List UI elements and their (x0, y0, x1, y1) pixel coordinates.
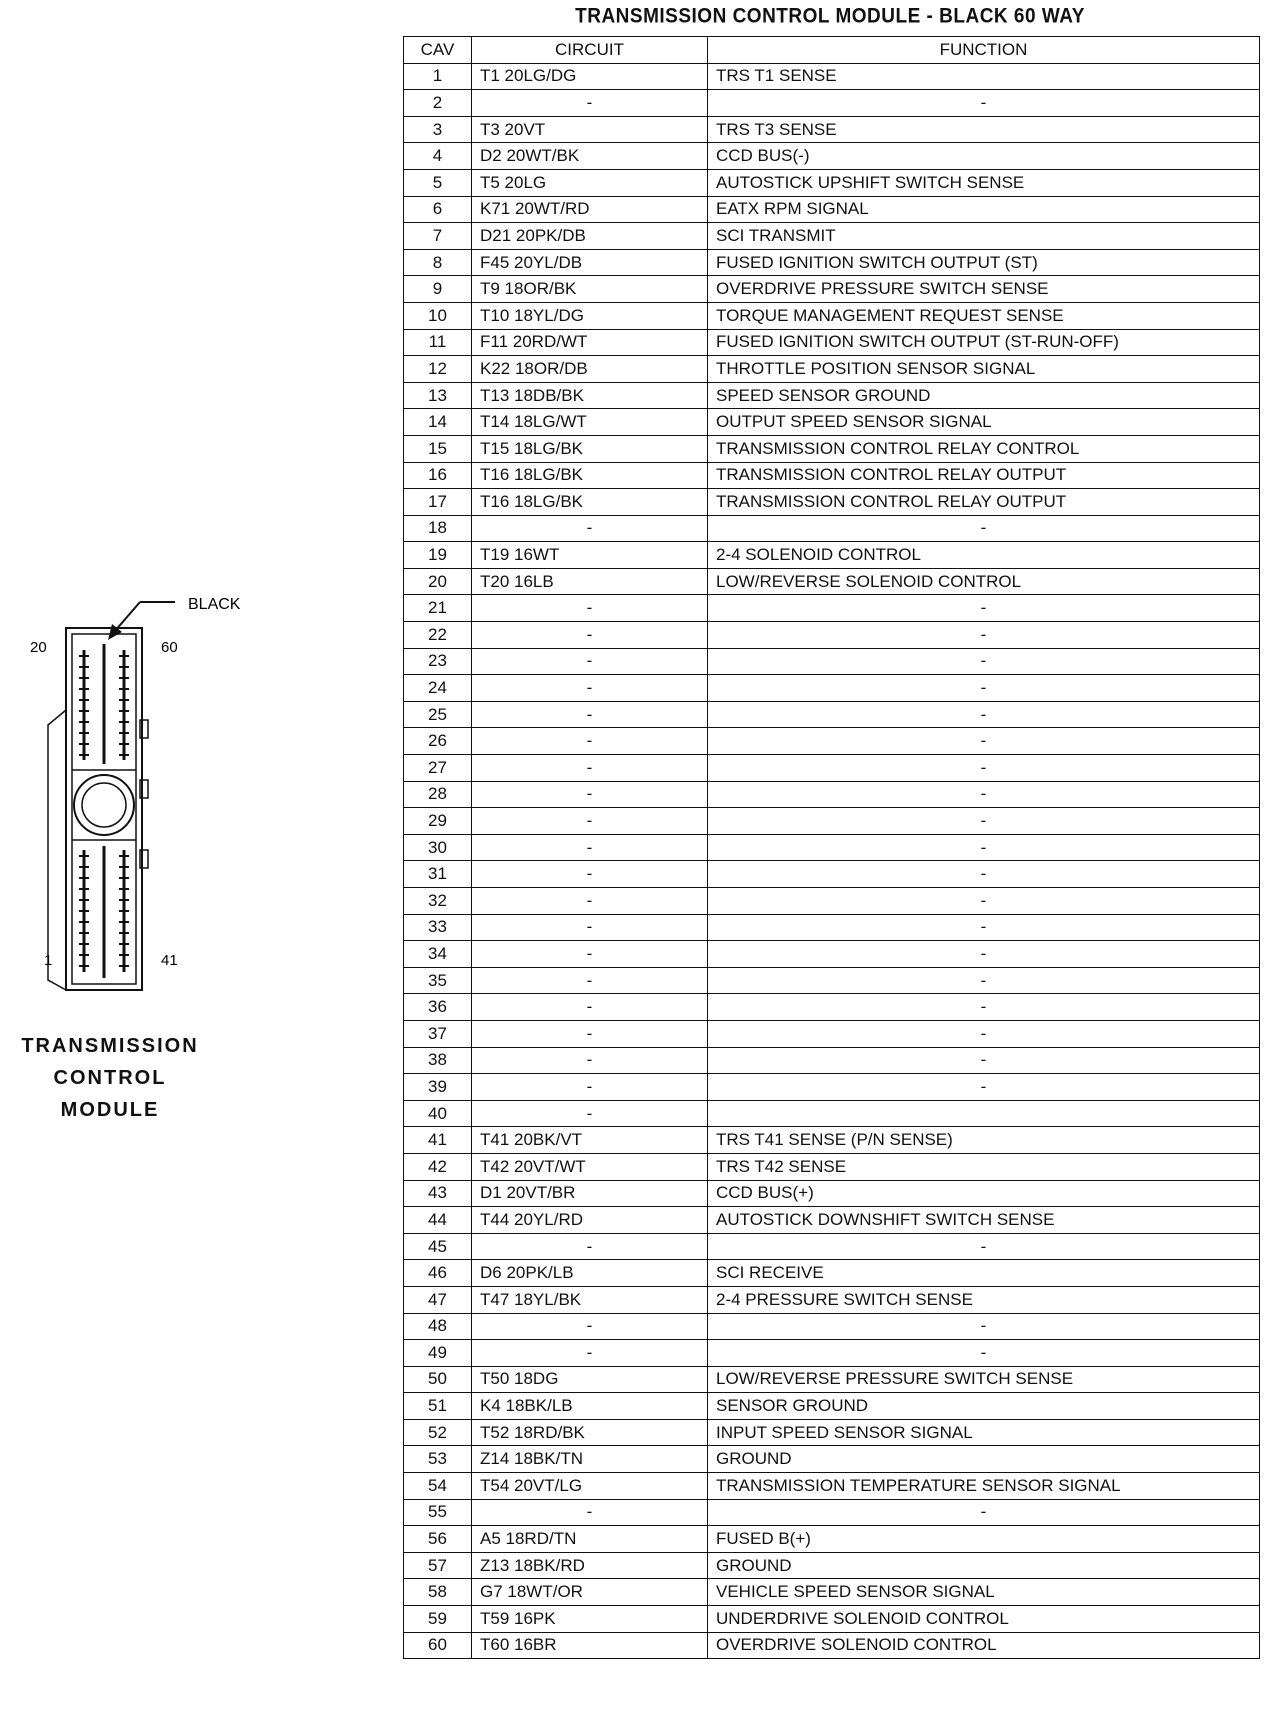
table-row (404, 196, 1260, 223)
cell-cav: 56 (404, 1526, 472, 1553)
cell-circuit: - (472, 595, 708, 622)
cell-circuit: - (472, 834, 708, 861)
cell-cav: 51 (404, 1393, 472, 1420)
cell-function: OVERDRIVE SOLENOID CONTROL (708, 1632, 1260, 1659)
cell-function: LOW/REVERSE SOLENOID CONTROL (708, 568, 1260, 595)
cell-cav: 44 (404, 1207, 472, 1234)
cell-cav: 58 (404, 1579, 472, 1606)
table-row (404, 1419, 1260, 1446)
table-row (404, 356, 1260, 383)
cell-function: AUTOSTICK DOWNSHIFT SWITCH SENSE (708, 1207, 1260, 1234)
cell-cav: 6 (404, 196, 472, 223)
cell-cav: 48 (404, 1313, 472, 1340)
cell-circuit: - (472, 781, 708, 808)
table-row (404, 1552, 1260, 1579)
cell-circuit: T41 20BK/VT (472, 1127, 708, 1154)
cell-circuit: T60 16BR (472, 1632, 708, 1659)
table-row (404, 63, 1260, 90)
cell-cav: 13 (404, 382, 472, 409)
table-row (404, 1366, 1260, 1393)
table-row (404, 941, 1260, 968)
cell-function: TRS T41 SENSE (P/N SENSE) (708, 1127, 1260, 1154)
cell-cav: 21 (404, 595, 472, 622)
table-row (404, 755, 1260, 782)
cell-circuit: - (472, 1100, 708, 1127)
cell-circuit: - (472, 755, 708, 782)
table-row (404, 542, 1260, 569)
cell-circuit: K22 18OR/DB (472, 356, 708, 383)
table-row (404, 728, 1260, 755)
cell-function: TRS T1 SENSE (708, 63, 1260, 90)
cell-cav: 37 (404, 1020, 472, 1047)
table-row (404, 382, 1260, 409)
table-row (404, 1127, 1260, 1154)
cell-function: LOW/REVERSE PRESSURE SWITCH SENSE (708, 1366, 1260, 1393)
cell-circuit: - (472, 648, 708, 675)
cell-circuit: D21 20PK/DB (472, 223, 708, 250)
table-row (404, 808, 1260, 835)
cell-cav: 12 (404, 356, 472, 383)
cell-function: - (708, 515, 1260, 542)
cell-function: - (708, 808, 1260, 835)
cell-cav: 32 (404, 888, 472, 915)
cell-function: FUSED IGNITION SWITCH OUTPUT (ST) (708, 249, 1260, 276)
cell-cav: 53 (404, 1446, 472, 1473)
cell-circuit: - (472, 90, 708, 117)
cell-circuit: - (472, 1233, 708, 1260)
cell-function: SCI TRANSMIT (708, 223, 1260, 250)
cell-cav: 46 (404, 1260, 472, 1287)
cell-cav: 50 (404, 1366, 472, 1393)
table-row (404, 701, 1260, 728)
cell-function: - (708, 834, 1260, 861)
table-row (404, 1207, 1260, 1234)
table-row (404, 1340, 1260, 1367)
cell-function: - (708, 994, 1260, 1021)
connector-body (48, 628, 148, 990)
cell-circuit: - (472, 808, 708, 835)
table-row (404, 90, 1260, 117)
cell-circuit: - (472, 1020, 708, 1047)
pin-label-bottom-left: 1 (44, 952, 53, 969)
cell-function: THROTTLE POSITION SENSOR SIGNAL (708, 356, 1260, 383)
cell-circuit: - (472, 1340, 708, 1367)
table-row (404, 1260, 1260, 1287)
cell-function: FUSED B(+) (708, 1526, 1260, 1553)
cell-cav: 52 (404, 1419, 472, 1446)
cell-cav: 59 (404, 1606, 472, 1633)
table-row (404, 515, 1260, 542)
cell-function: - (708, 701, 1260, 728)
table-row (404, 622, 1260, 649)
cell-cav: 17 (404, 489, 472, 516)
table-row (404, 914, 1260, 941)
pin-label-top-right: 60 (161, 639, 178, 656)
cell-cav: 4 (404, 143, 472, 170)
table-row (404, 1606, 1260, 1633)
cell-function: - (708, 1020, 1260, 1047)
cell-cav: 8 (404, 249, 472, 276)
cell-circuit: T50 18DG (472, 1366, 708, 1393)
table-row (404, 435, 1260, 462)
header-cav: CAV (404, 37, 472, 64)
cell-circuit: T13 18DB/BK (472, 382, 708, 409)
cell-circuit: - (472, 967, 708, 994)
header-circuit: CIRCUIT (472, 37, 708, 64)
cell-circuit: T42 20VT/WT (472, 1153, 708, 1180)
table-row (404, 409, 1260, 436)
cell-function: - (708, 622, 1260, 649)
cell-function: 2-4 SOLENOID CONTROL (708, 542, 1260, 569)
cell-circuit: - (472, 888, 708, 915)
caption-line-2: CONTROL (53, 1067, 167, 1089)
cell-cav: 29 (404, 808, 472, 835)
cell-function: CCD BUS(-) (708, 143, 1260, 170)
table-row (404, 861, 1260, 888)
table-row (404, 1020, 1260, 1047)
table-row (404, 568, 1260, 595)
cell-cav: 45 (404, 1233, 472, 1260)
cell-function: - (708, 1313, 1260, 1340)
cell-function: FUSED IGNITION SWITCH OUTPUT (ST-RUN-OFF) (708, 329, 1260, 356)
cell-cav: 25 (404, 701, 472, 728)
cell-function: OVERDRIVE PRESSURE SWITCH SENSE (708, 276, 1260, 303)
cell-circuit: F45 20YL/DB (472, 249, 708, 276)
cell-cav: 54 (404, 1473, 472, 1500)
table-row (404, 249, 1260, 276)
cell-circuit: T1 20LG/DG (472, 63, 708, 90)
cell-cav: 24 (404, 675, 472, 702)
cell-circuit: Z14 18BK/TN (472, 1446, 708, 1473)
cell-function: VEHICLE SPEED SENSOR SIGNAL (708, 1579, 1260, 1606)
table-row (404, 648, 1260, 675)
cell-circuit: T16 18LG/BK (472, 462, 708, 489)
cell-cav: 34 (404, 941, 472, 968)
cell-cav: 55 (404, 1499, 472, 1526)
cell-circuit: T19 16WT (472, 542, 708, 569)
cell-circuit: T10 18YL/DG (472, 302, 708, 329)
caption-line-3: MODULE (60, 1099, 160, 1121)
cell-circuit: - (472, 1074, 708, 1101)
cell-cav: 18 (404, 515, 472, 542)
cell-function: SPEED SENSOR GROUND (708, 382, 1260, 409)
table-row (404, 1047, 1260, 1074)
cell-cav: 15 (404, 435, 472, 462)
connector-diagram (0, 570, 380, 1010)
module-caption (10, 1030, 210, 1126)
table-row (404, 1313, 1260, 1340)
cell-circuit: T15 18LG/BK (472, 435, 708, 462)
cell-function: 2-4 PRESSURE SWITCH SENSE (708, 1286, 1260, 1313)
header-function: FUNCTION (708, 37, 1260, 64)
cell-cav: 16 (404, 462, 472, 489)
table-row (404, 223, 1260, 250)
pin-label-bottom-right: 41 (161, 952, 178, 969)
cell-circuit: T54 20VT/LG (472, 1473, 708, 1500)
cell-circuit: T47 18YL/BK (472, 1286, 708, 1313)
cell-circuit: T9 18OR/BK (472, 276, 708, 303)
connector-color-label: BLACK (188, 596, 241, 613)
cell-cav: 1 (404, 63, 472, 90)
cell-function: - (708, 675, 1260, 702)
cell-function: INPUT SPEED SENSOR SIGNAL (708, 1419, 1260, 1446)
table-row (404, 143, 1260, 170)
table-row (404, 967, 1260, 994)
cell-function: - (708, 1340, 1260, 1367)
cell-circuit: - (472, 861, 708, 888)
cell-cav: 42 (404, 1153, 472, 1180)
cell-circuit: D2 20WT/BK (472, 143, 708, 170)
cell-function: TRANSMISSION CONTROL RELAY OUTPUT (708, 462, 1260, 489)
cell-cav: 35 (404, 967, 472, 994)
cell-function: TRS T42 SENSE (708, 1153, 1260, 1180)
cell-function: TRS T3 SENSE (708, 116, 1260, 143)
cell-function: TRANSMISSION CONTROL RELAY CONTROL (708, 435, 1260, 462)
table-row (404, 1180, 1260, 1207)
cell-circuit: - (472, 1313, 708, 1340)
cell-cav: 19 (404, 542, 472, 569)
cell-circuit: T52 18RD/BK (472, 1419, 708, 1446)
pinout-table (403, 36, 1260, 1659)
cell-function: - (708, 1499, 1260, 1526)
cell-function: TRANSMISSION CONTROL RELAY OUTPUT (708, 489, 1260, 516)
cell-function: - (708, 648, 1260, 675)
cell-cav: 47 (404, 1286, 472, 1313)
table-row (404, 462, 1260, 489)
table-row (404, 1526, 1260, 1553)
cell-cav: 26 (404, 728, 472, 755)
cell-cav: 22 (404, 622, 472, 649)
cell-circuit: - (472, 728, 708, 755)
cell-function: OUTPUT SPEED SENSOR SIGNAL (708, 409, 1260, 436)
cell-circuit: - (472, 941, 708, 968)
table-row (404, 116, 1260, 143)
cell-function: - (708, 90, 1260, 117)
cell-function: GROUND (708, 1446, 1260, 1473)
cell-circuit: - (472, 515, 708, 542)
cell-function (708, 1100, 1260, 1127)
cell-function: - (708, 861, 1260, 888)
cell-cav: 10 (404, 302, 472, 329)
cell-circuit: D6 20PK/LB (472, 1260, 708, 1287)
cell-circuit: Z13 18BK/RD (472, 1552, 708, 1579)
cell-cav: 28 (404, 781, 472, 808)
table-title: TRANSMISSION CONTROL MODULE - BLACK 60 WAY (575, 4, 1085, 28)
cell-circuit: - (472, 675, 708, 702)
caption-line-1: TRANSMISSION (21, 1035, 199, 1057)
cell-circuit: T16 18LG/BK (472, 489, 708, 516)
cell-function: CCD BUS(+) (708, 1180, 1260, 1207)
cell-function: - (708, 1074, 1260, 1101)
cell-circuit: T5 20LG (472, 169, 708, 196)
cell-cav: 14 (404, 409, 472, 436)
cell-cav: 33 (404, 914, 472, 941)
cell-function: - (708, 755, 1260, 782)
table-row (404, 781, 1260, 808)
table-row (404, 888, 1260, 915)
cell-cav: 7 (404, 223, 472, 250)
cell-cav: 30 (404, 834, 472, 861)
cell-cav: 36 (404, 994, 472, 1021)
cell-circuit: - (472, 1047, 708, 1074)
table-row (404, 1632, 1260, 1659)
cell-function: GROUND (708, 1552, 1260, 1579)
cell-function: UNDERDRIVE SOLENOID CONTROL (708, 1606, 1260, 1633)
table-header-row (404, 37, 1260, 64)
cell-circuit: T14 18LG/WT (472, 409, 708, 436)
cell-function: TORQUE MANAGEMENT REQUEST SENSE (708, 302, 1260, 329)
table-row (404, 169, 1260, 196)
table-row (404, 276, 1260, 303)
cell-cav: 3 (404, 116, 472, 143)
cell-function: - (708, 941, 1260, 968)
cell-circuit: - (472, 914, 708, 941)
cell-circuit: K4 18BK/LB (472, 1393, 708, 1420)
cell-cav: 39 (404, 1074, 472, 1101)
cell-circuit: T3 20VT (472, 116, 708, 143)
cell-circuit: - (472, 1499, 708, 1526)
cell-cav: 57 (404, 1552, 472, 1579)
cell-cav: 41 (404, 1127, 472, 1154)
cell-circuit: - (472, 622, 708, 649)
table-row (404, 1233, 1260, 1260)
table-row (404, 302, 1260, 329)
cell-cav: 60 (404, 1632, 472, 1659)
cell-circuit: K71 20WT/RD (472, 196, 708, 223)
cell-cav: 40 (404, 1100, 472, 1127)
cell-circuit: T44 20YL/RD (472, 1207, 708, 1234)
cell-circuit: T20 16LB (472, 568, 708, 595)
table-row (404, 1473, 1260, 1500)
cell-cav: 43 (404, 1180, 472, 1207)
cell-circuit: - (472, 701, 708, 728)
table-row (404, 329, 1260, 356)
cell-cav: 11 (404, 329, 472, 356)
table-row (404, 994, 1260, 1021)
cell-cav: 49 (404, 1340, 472, 1367)
table-row (404, 1100, 1260, 1127)
cell-cav: 23 (404, 648, 472, 675)
cell-function: - (708, 728, 1260, 755)
cell-function: - (708, 914, 1260, 941)
cell-circuit: D1 20VT/BR (472, 1180, 708, 1207)
cell-function: TRANSMISSION TEMPERATURE SENSOR SIGNAL (708, 1473, 1260, 1500)
cell-circuit: - (472, 994, 708, 1021)
table-row (404, 595, 1260, 622)
table-row (404, 1074, 1260, 1101)
cell-function: - (708, 967, 1260, 994)
cell-function: SENSOR GROUND (708, 1393, 1260, 1420)
connector-panel (0, 0, 380, 1730)
cell-function: AUTOSTICK UPSHIFT SWITCH SENSE (708, 169, 1260, 196)
table-row (404, 1393, 1260, 1420)
table-row (404, 1499, 1260, 1526)
cell-function: SCI RECEIVE (708, 1260, 1260, 1287)
cell-function: - (708, 1047, 1260, 1074)
cell-function: - (708, 1233, 1260, 1260)
cell-cav: 2 (404, 90, 472, 117)
table-row (404, 1579, 1260, 1606)
cell-function: EATX RPM SIGNAL (708, 196, 1260, 223)
cell-circuit: A5 18RD/TN (472, 1526, 708, 1553)
cell-cav: 38 (404, 1047, 472, 1074)
cell-cav: 27 (404, 755, 472, 782)
cell-cav: 20 (404, 568, 472, 595)
cell-function: - (708, 595, 1260, 622)
connector-pin-columns (84, 644, 124, 978)
cell-function: - (708, 888, 1260, 915)
cell-circuit: F11 20RD/WT (472, 329, 708, 356)
table-row (404, 834, 1260, 861)
cell-circuit: G7 18WT/OR (472, 1579, 708, 1606)
table-row (404, 1286, 1260, 1313)
cell-circuit: T59 16PK (472, 1606, 708, 1633)
cell-function: - (708, 781, 1260, 808)
table-row (404, 489, 1260, 516)
table-row (404, 675, 1260, 702)
cell-cav: 5 (404, 169, 472, 196)
pin-label-top-left: 20 (30, 639, 47, 656)
cell-cav: 9 (404, 276, 472, 303)
table-row (404, 1153, 1260, 1180)
table-row (404, 1446, 1260, 1473)
cell-cav: 31 (404, 861, 472, 888)
